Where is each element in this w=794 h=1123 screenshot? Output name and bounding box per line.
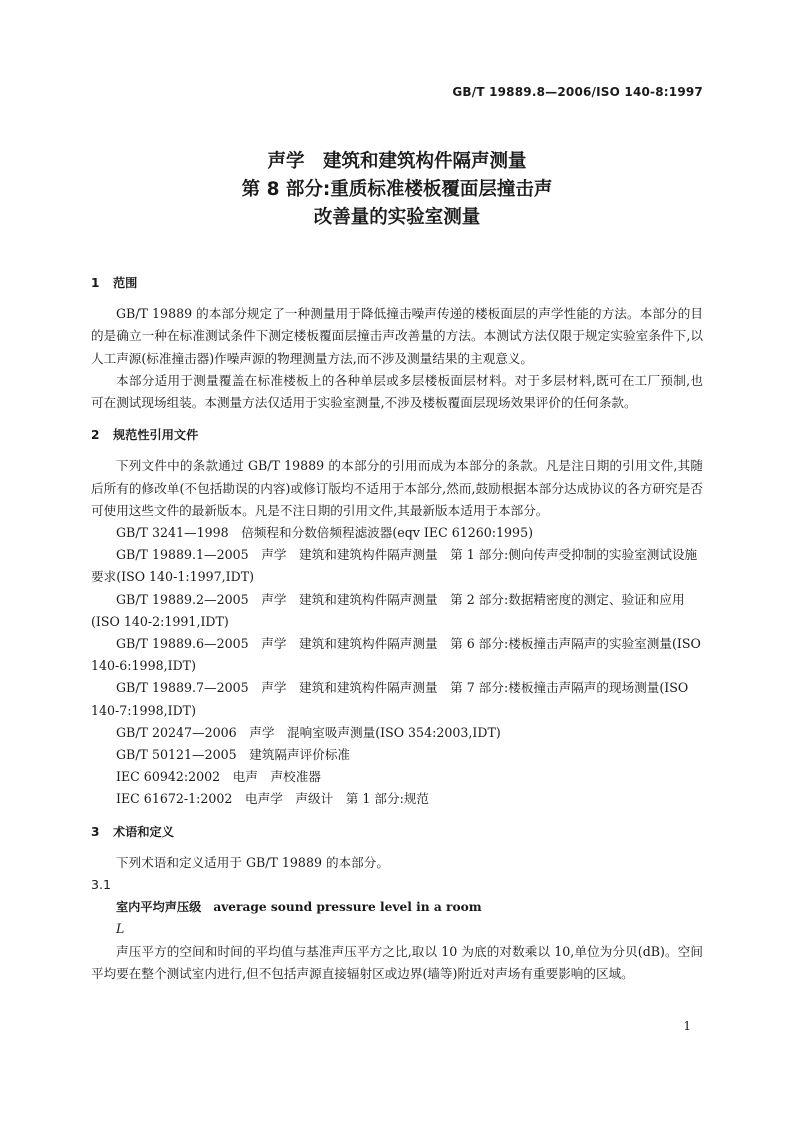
section-title: 规范性引用文件: [113, 428, 199, 443]
term-chinese: 室内平均声压级: [116, 900, 202, 915]
title-line-3: 改善量的实验室测量: [313, 207, 481, 228]
paragraph: GB/T 19889 的本部分规定了一种测量用于降低撞击噪声传递的楼板面层的声学性能的方法。本部分的目的是确立一种在标准测试条件下测定楼板覆面层撞击声改善量的方法。本测试方法仅限于规定实验室条件下,以人工声源(标准撞击器)作噪声源的物理测量方法,而不涉及测量结果的主观意义。: [91, 306, 703, 366]
term-definition: 声压平方的空间和时间的平均值与基准声压平方之比,取以 10 为底的对数乘以 10,单位为分贝(dB)。空间平均要在整个测试室内进行,但不包括声源直接辐射区或边界(墙等)附近对声场有重要影响的区域。: [91, 943, 703, 981]
reference-item: GB/T 19889.6—2005 声学 建筑和建筑构件隔声测量 第 6 部分:楼板撞击声隔声的实验室测量(ISO 140-6:1998,IDT): [91, 636, 701, 674]
title-line-1: 声学 建筑和建筑构件隔声测量: [267, 151, 527, 172]
term-symbol: L: [116, 921, 125, 937]
reference-item: GB/T 50121—2005 建筑隔声评价标准: [116, 747, 351, 763]
reference-item: GB/T 19889.2—2005 声学 建筑和建筑构件隔声测量 第 2 部分:数据精密度的测定、验证和应用(ISO 140-2:1991,IDT): [91, 591, 685, 629]
document-title: [0, 148, 794, 232]
section-number: 1: [91, 276, 100, 290]
reference-item: IEC 60942:2002 电声 声校准器: [116, 769, 321, 785]
section-number: 2: [91, 428, 100, 443]
term-english: average sound pressure level in a room: [213, 900, 482, 915]
reference-item: GB/T 3241—1998 倍频程和分数倍频程滤波器(eqv IEC 61260:1995): [116, 525, 533, 541]
term-entry: [91, 896, 703, 918]
title-line-2: 第 8 部分:重质标准楼板覆面层撞击声: [241, 179, 553, 200]
reference-item: GB/T 19889.7—2005 声学 建筑和建筑构件隔声测量 第 7 部分:楼板撞击声隔声的现场测量(ISO 140-7:1998,IDT): [91, 680, 689, 718]
paragraph: 下列术语和定义适用于 GB/T 19889 的本部分。: [116, 854, 389, 870]
reference-item: GB/T 19889.1—2005 声学 建筑和建筑构件隔声测量 第 1 部分:侧向传声受抑制的实验室测试设施要求(ISO 140-1:1997,IDT): [91, 547, 698, 585]
paragraph: 下列文件中的条款通过 GB/T 19889 的本部分的引用而成为本部分的条款。凡是注日期的引用文件,其随后所有的修改单(不包括勘误的内容)或修订版均不适用于本部分,然而,鼓励根据本部分达成协议的各方研究是否可使用这些文件的最新版本。凡是不注日期的引用文件,其最新版本适用于本部分。: [91, 458, 703, 518]
standard-code: GB/T 19889.8—2006/ISO 140-8:1997: [452, 85, 703, 99]
section-2-heading: [91, 424, 703, 446]
reference-item: IEC 61672-1:2002 电声学 声级计 第 1 部分:规范: [116, 791, 430, 807]
section-title: 术语和定义: [113, 824, 174, 839]
page-number: 1: [683, 1019, 691, 1033]
section-title: 范围: [113, 276, 138, 290]
section-number: 3: [91, 824, 100, 839]
section-3-heading: [91, 821, 703, 843]
document-body: [91, 272, 703, 985]
subsection-number: 3.1: [91, 877, 112, 893]
section-1-heading: [91, 272, 703, 294]
paragraph: 本部分适用于测量覆盖在标准楼板上的各种单层或多层楼板面层材料。对于多层材料,既可在工厂预制,也可在测试现场组装。本测量方法仅适用于实验室测量,不涉及楼板覆面层现场效果评价的任何条款。: [91, 372, 703, 411]
reference-item: GB/T 20247—2006 声学 混响室吸声测量(ISO 354:2003,IDT): [116, 724, 501, 740]
